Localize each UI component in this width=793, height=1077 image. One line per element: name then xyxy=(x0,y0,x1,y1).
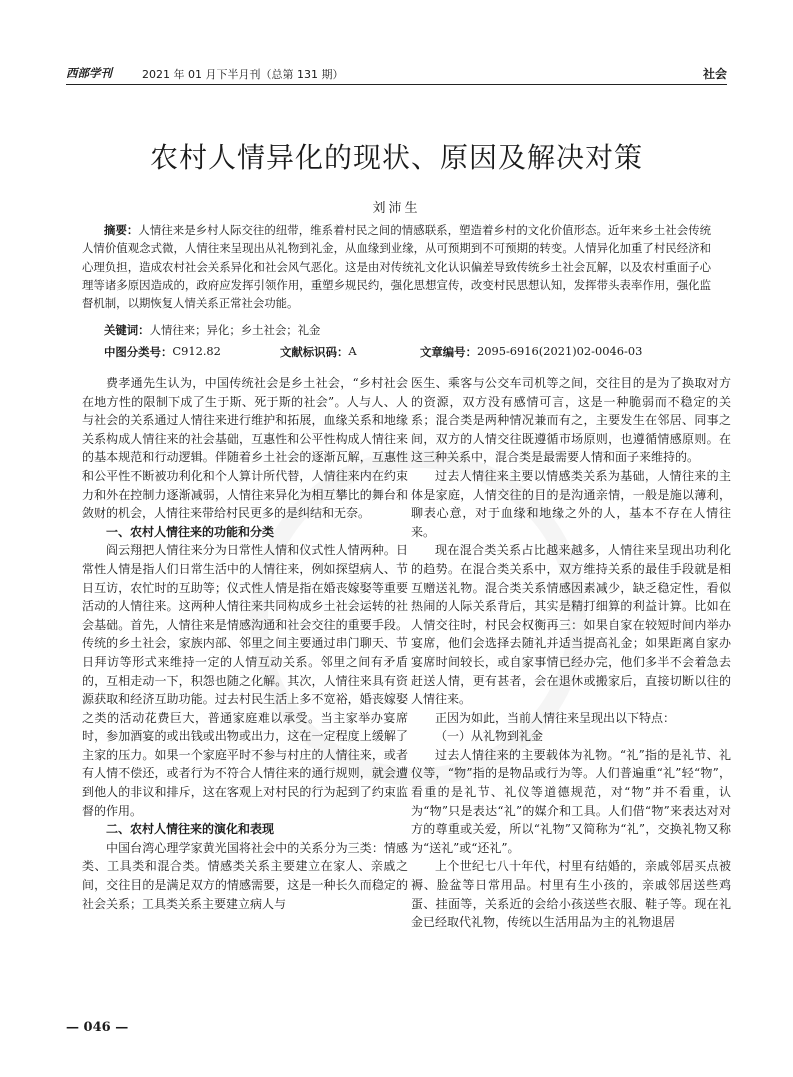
paragraph: 上个世纪七八十年代，村里有结婚的，亲戚邻居买点被褥、脸盆等日常用品。村里有生小孩的，亲戚邻居送些鸡蛋、挂面等，关系近的会给小孩送些衣服、鞋子等。现在礼金已经取代礼物，传统以生活用品为主的礼物退居 xyxy=(411,859,731,930)
paragraph: 正因为如此，当前人情往来呈现出以下特点： xyxy=(435,710,676,725)
running-header xyxy=(66,62,727,85)
doc-code-label: 文献标识码： xyxy=(280,345,349,359)
issue-info: 2021 年 01 月下半月刊（总第 131 期） xyxy=(142,68,344,81)
doc-code-value: A xyxy=(348,344,357,358)
clc-value: C912.82 xyxy=(172,344,221,358)
paragraph: 费孝通先生认为，中国传统社会是乡土社会，“乡村社会在地方性的限制下成了生于斯、死于斯的社会”。人与人、人与社会的关系通过人情往来进行维护和拓展，血缘关系和地缘关系构成人情往来的社会基础，互惠性和公平性构成人情往来的基本规范和行动逻辑。伴随着乡土社会的逐渐瓦解，互惠性和公平性不断被功利化和个人算计所代替，人情往来内在约束力和外在控制力逐渐减弱，人情往来异化为相互攀比的舞台和敛财的机会，人情往来带给村民更多的是纠结和无奈。 xyxy=(82,376,408,521)
author-name: 刘沛生 xyxy=(372,201,421,216)
paragraph: 医生、乘客与公交车司机等之间，交往目的是为了换取对方的资源，双方没有感情可言，这是一种脆弱而不稳定的关系；混合类是两种情况兼而有之，主要发生在邻居、同事之间，双方的人情交往既遵循市场原则，也遵循情感原则。在这三种关系中，混合类是最需要人情和面子来维持的。 xyxy=(411,376,731,465)
section-heading: 二、农村人情往来的演化和表现 xyxy=(106,822,275,837)
paragraph: 阎云翔把人情往来分为日常性人情和仪式性人情两种。日常性人情是指人们日常生活中的人情往来，例如探望病人、节日互访，农忙时的互助等；仪式性人情是指在婚丧嫁娶等重要活动的人情往来。这两种人情往来共同构成乡土社会运转的社会基础。首先，人情往来是情感沟通和社会交往的重要手段。传统的乡土社会，家族内部、邻里之间主要通过串门聊天、节日拜访等形式来维持一定的人情互动关系。邻里之间有矛盾的，互相走动一下，积怨也随之化解。其次，人情往来具有资源获取和经济互助功能。过去村民生活上多不宽裕，婚丧嫁娶之类的活动花费巨大，普通家庭难以承受。当主家举办宴席时，参加酒宴的或出钱或出物或出力，这在一定程度上缓解了主家的压力。如果一个家庭平时不参与村庄的人情往来，或者有人情不偿还，或者行为不符合人情往来的通行规则，就会遭到他人的非议和排斥，这在客观上对村民的行为起到了约束监督的作用。 xyxy=(82,543,408,818)
abstract-label: 摘要： xyxy=(104,223,139,237)
article-id-value: 2095-6916(2021)02-0046-03 xyxy=(476,344,643,358)
article-title: 农村人情异化的现状、原因及解决对策 xyxy=(149,141,643,174)
right-column xyxy=(411,374,731,932)
keywords-text: 人情往来；异化；乡土社会；礼金 xyxy=(149,323,321,337)
article-id-label: 文章编号： xyxy=(420,345,477,359)
keywords-label: 关键词： xyxy=(104,323,150,337)
journal-name: 西部学刊 xyxy=(66,66,112,80)
section-label: 社会 xyxy=(702,67,727,81)
keywords xyxy=(104,322,320,338)
abstract xyxy=(82,221,711,312)
paragraph: 过去人情往来主要以情感类关系为基础，人情往来的主体是家庭，人情交往的目的是沟通亲情，一般是施以薄利，聊表心意，对于血缘和地缘之外的人，基本不存在人情往来。 xyxy=(411,468,731,539)
abstract-text: 人情往来是乡村人际交往的纽带，维系着村民之间的情感联系，塑造着乡村的文化价值形态。近年来乡土社会传统人情价值观念式微，人情往来呈现出从礼物到礼金，从血缘到业缘，从可预期到不可预期的转变。人情异化加重了村民经济和心理负担，造成农村社会关系异化和社会风气恶化。这是由对传统礼文化认识偏差导致传统乡土社会瓦解，以及农村重面子心理等诸多原因造成的，政府应发挥引领作用，重塑乡规民约，强化思想宣传，改变村民思想认知，发挥带头表率作用，强化监督机制，以期恢复人情关系正常社会功能。 xyxy=(82,223,711,311)
section-heading: 一、农村人情往来的功能和分类 xyxy=(106,524,275,539)
paragraph: 过去人情往来的主要载体为礼物。“礼”指的是礼节、礼仪等，“物”指的是物品或行为等。人们普遍重“礼”轻“物”，看重的是礼节、礼仪等道德规范，对“物”并不看重，认为“物”只是表达“礼”的媒介和工具。人们借“物”来表达对对方的尊重或关爱，所以“礼物”又简称为“礼”，交换礼物又称为“送礼”或“还礼”。 xyxy=(411,747,731,855)
subsection-heading: （一）从礼物到礼金 xyxy=(435,729,544,744)
paragraph: 中国台湾心理学家黄光国将社会中的关系分为三类：情感类、工具类和混合类。情感类关系主要建立在家人、亲戚之间，交往目的是满足双方的情感需要，这是一种长久而稳定的社会关系；工具类关系主要建立病人与 xyxy=(82,840,408,911)
left-column xyxy=(82,374,408,913)
paragraph: 现在混合类关系占比越来越多，人情往来呈现出功利化的趋势。在混合类关系中，双方维持关系的最佳手段就是相互赠送礼物。混合类关系情感因素减少，缺乏稳定性，看似热闹的人际关系背后，其实是精打细算的利益计算。比如在人情交往时，村民会权衡再三：如果自家在较短时间内举办宴席，他们会选择去随礼并适当提高礼金；如果距离自家办宴席时间较长，或自家事情已经办完，他们多半不会着急去赶送人情，更有甚者，会在退休或搬家后，直接切断以往的人情往来。 xyxy=(411,543,731,707)
clc-label: 中图分类号： xyxy=(104,345,173,359)
page-number: — 046 — xyxy=(66,1020,129,1035)
